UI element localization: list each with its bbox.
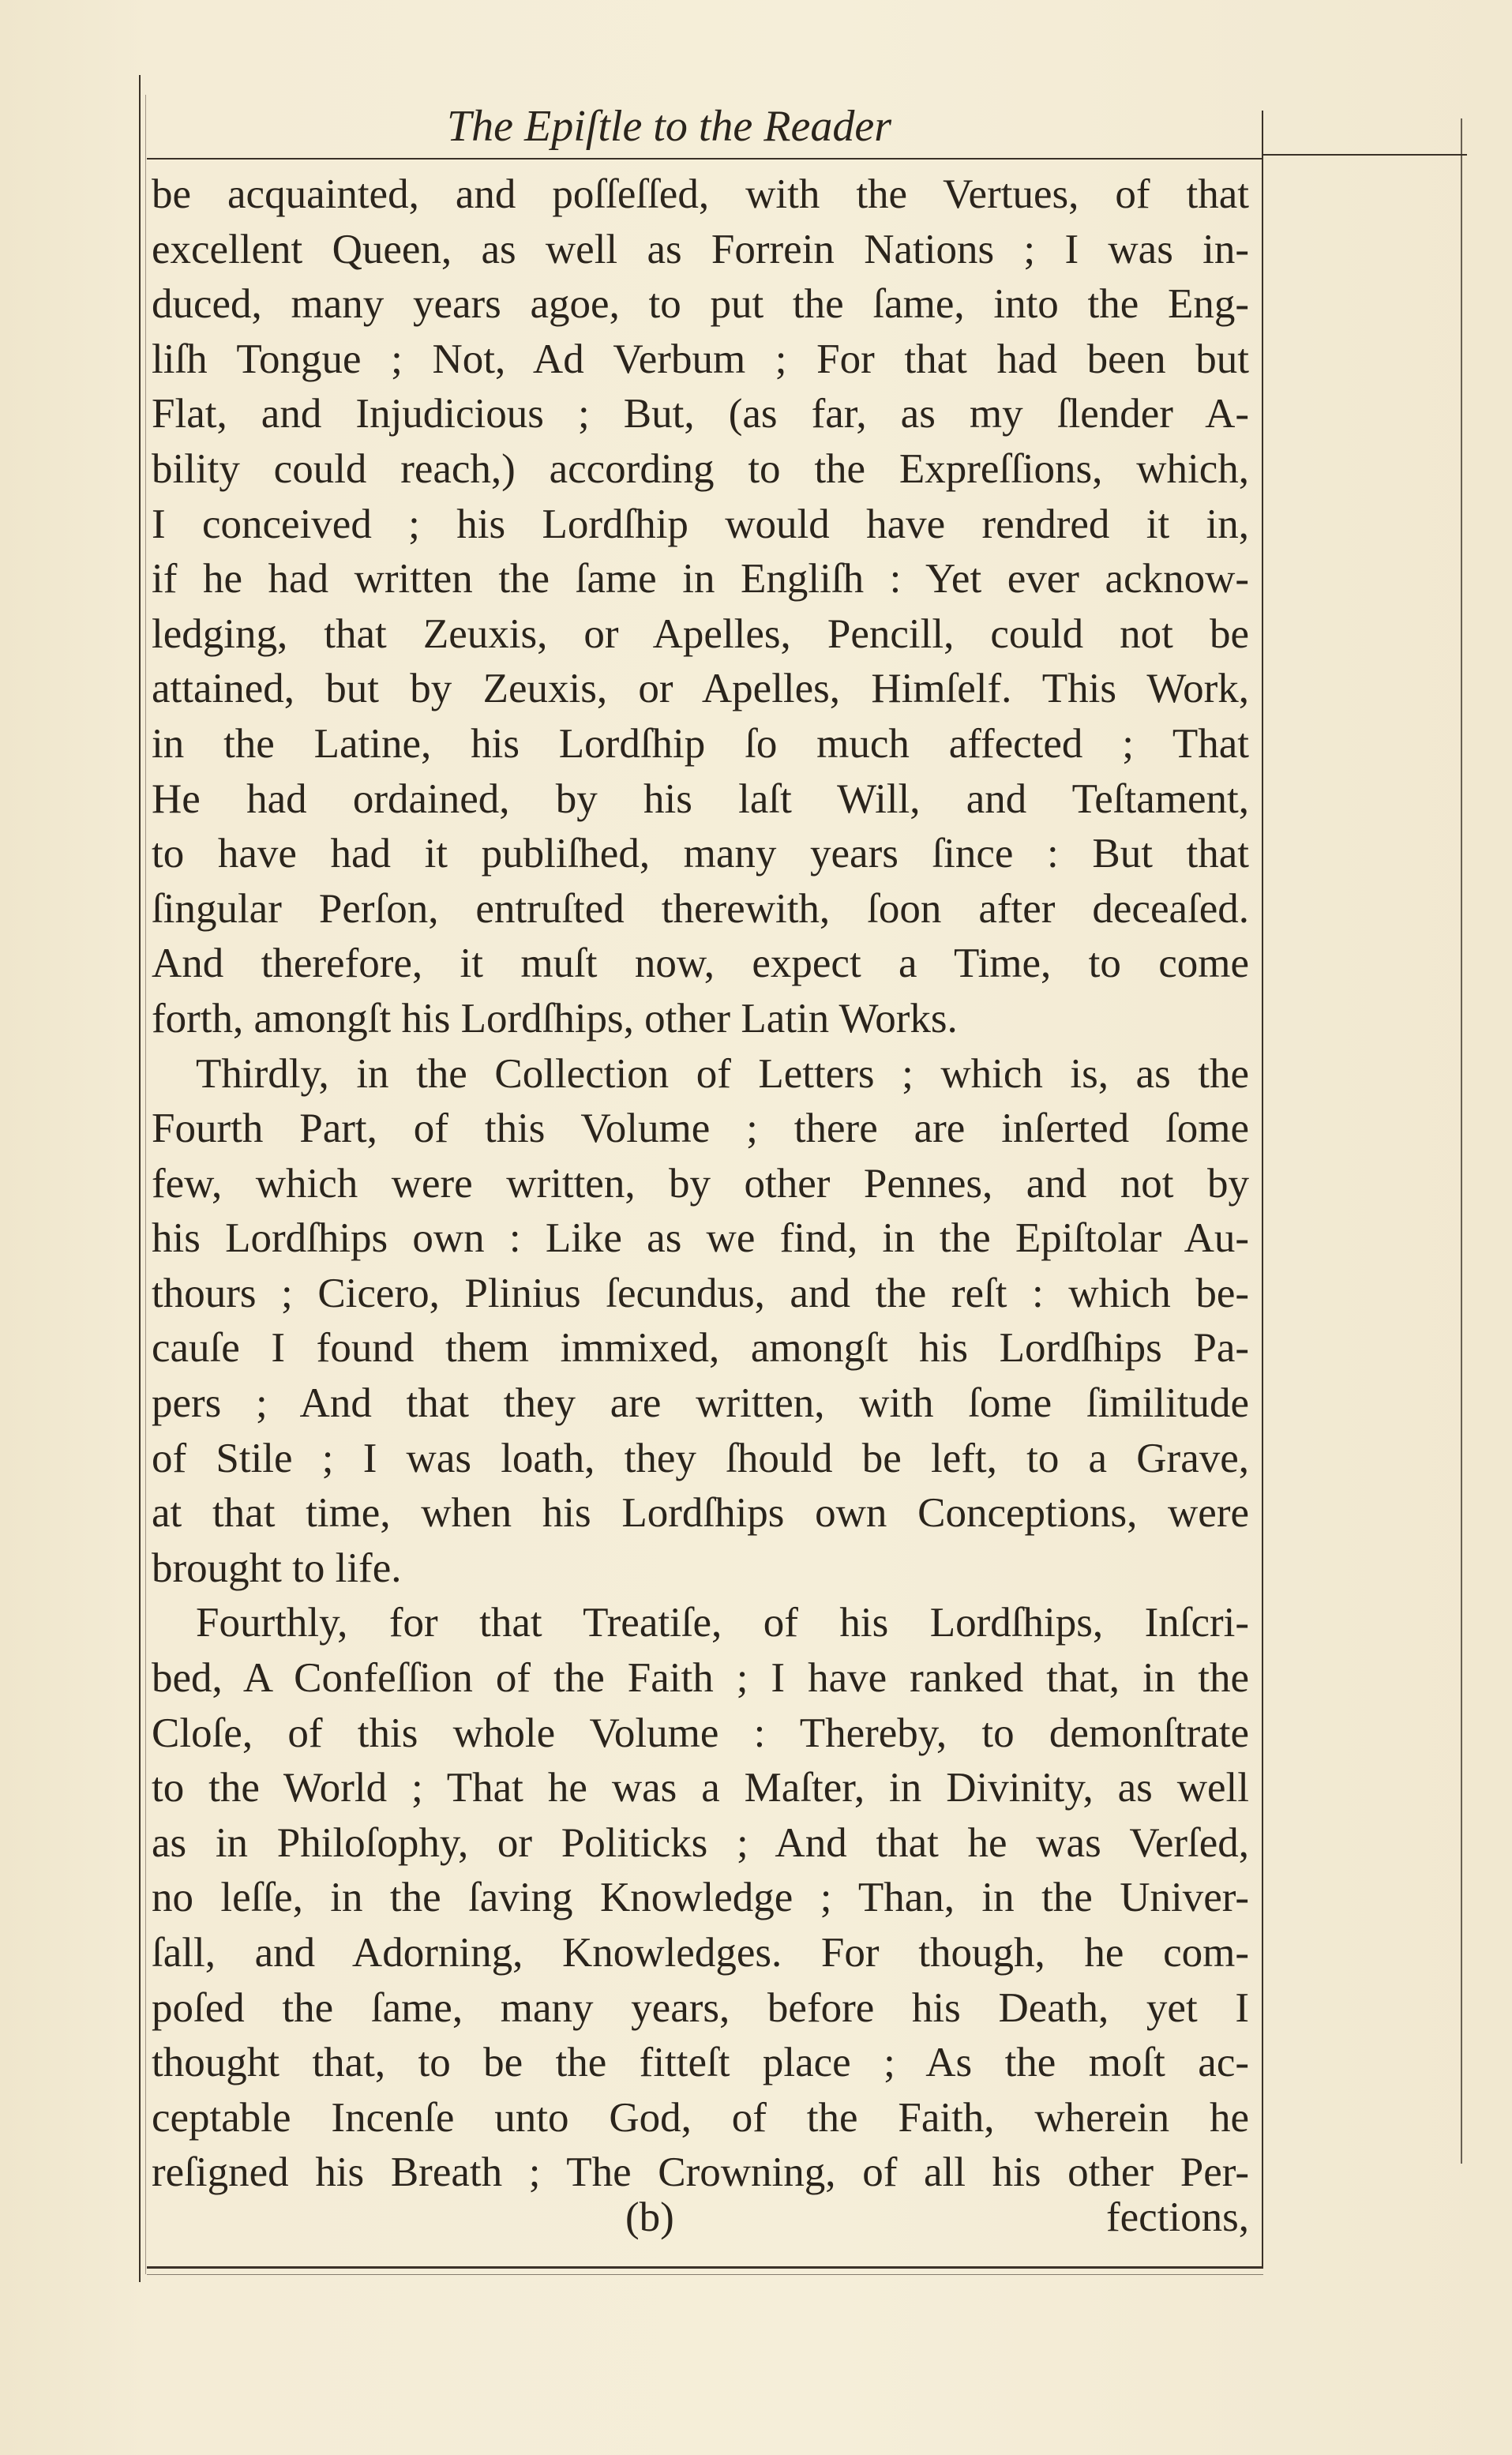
text-line: ledging, that Zeuxis, or Apelles, Pencill, could not be bbox=[152, 610, 1249, 657]
text-line: cauſe I found them immixed, amongſt his Lordſhips Pa- bbox=[152, 1325, 1249, 1372]
right-margin-rule bbox=[1262, 111, 1263, 2266]
text-line: to have had it publiſhed, many years ſince : But that bbox=[152, 831, 1249, 877]
text-line: as in Philoſophy, or Politicks ; And that he was Verſed, bbox=[152, 1819, 1249, 1866]
text-line: few, which were written, by other Pennes, and not by bbox=[152, 1160, 1249, 1207]
text-line: Fourth Part, of this Volume ; there are inſerted ſome bbox=[152, 1106, 1249, 1152]
header-rule bbox=[147, 158, 1262, 160]
signature-mark: (b) bbox=[625, 2194, 674, 2240]
right-margin-tick bbox=[1262, 154, 1467, 156]
text-line: poſed the ſame, many years, before his Death, yet I bbox=[152, 1984, 1249, 2031]
text-line: thought that, to be the fitteſt place ; As the moſt ac- bbox=[152, 2040, 1249, 2086]
text-line: bed, A Confeſſion of the Faith ; I have ranked that, in the bbox=[152, 1655, 1249, 1702]
text-line: Cloſe, of this whole Volume : Thereby, to demonſtrate bbox=[152, 1710, 1249, 1756]
text-line: of Stile ; I was loath, they ſhould be left, to a Grave, bbox=[152, 1435, 1249, 1481]
page-header bbox=[147, 96, 1262, 160]
left-margin-rule-inner bbox=[145, 95, 146, 2274]
text-line: I conceived ; his Lordſhip would have rendred it in, bbox=[152, 501, 1249, 547]
text-line: to the World ; That he was a Maſter, in Divinity, as well bbox=[152, 1765, 1249, 1811]
text-line: his Lordſhips own : Like as we find, in the Epiſtolar Au- bbox=[152, 1215, 1249, 1262]
text-line: be acquainted, and poſſeſſed, with the Vertues, of that bbox=[152, 171, 1249, 217]
text-line: duced, many years agoe, to put the ſame, into the Eng- bbox=[152, 281, 1249, 328]
bottom-rule bbox=[147, 2266, 1263, 2269]
text-line: liſh Tongue ; Not, Ad Verbum ; For that had been but bbox=[152, 336, 1249, 382]
far-right-rule bbox=[1461, 118, 1462, 2164]
text-line: He had ordained, by his laſt Will, and Teſtament, bbox=[152, 775, 1249, 822]
catchword: fections, bbox=[1105, 2194, 1249, 2240]
text-line: ceptable Incenſe unto God, of the Faith, wherein he bbox=[152, 2094, 1249, 2141]
text-line: brought to life. bbox=[152, 1545, 402, 1591]
running-title: The Epiſtle to the Reader bbox=[447, 102, 891, 151]
text-line: Flat, and Injudicious ; But, (as far, as my ſlender A- bbox=[152, 391, 1249, 437]
text-line: excellent Queen, as well as Forrein Nations ; I was in- bbox=[152, 226, 1249, 272]
text-line: Thirdly, in the Collection of Letters ; which is, as the bbox=[196, 1050, 1249, 1097]
text-line: reſigned his Breath ; The Crowning, of all his other Per- bbox=[152, 2149, 1249, 2196]
text-line: at that time, when his Lordſhips own Conceptions, were bbox=[152, 1490, 1249, 1537]
text-line: forth, amongſt his Lordſhips, other Latin Works. bbox=[152, 995, 958, 1042]
text-line: if he had written the ſame in Engliſh : Yet ever acknow- bbox=[152, 556, 1249, 602]
page-footer bbox=[152, 2194, 1249, 2249]
text-line: in the Latine, his Lordſhip ſo much affected ; That bbox=[152, 720, 1249, 767]
text-line: attained, but by Zeuxis, or Apelles, Himſelf. This Work, bbox=[152, 666, 1249, 712]
left-margin-rule bbox=[139, 75, 141, 2282]
body-text bbox=[152, 167, 1249, 2201]
text-line: thours ; Cicero, Plinius ſecundus, and the reſt : which be- bbox=[152, 1270, 1249, 1316]
bottom-rule-thin bbox=[147, 2274, 1263, 2275]
text-line: And therefore, it muſt now, expect a Time, to come bbox=[152, 940, 1249, 987]
text-line: Fourthly, for that Treatiſe, of his Lordſhips, Inſcri- bbox=[196, 1600, 1249, 1646]
text-line: pers ; And that they are written, with ſome ſimilitude bbox=[152, 1380, 1249, 1427]
text-line: bility could reach,) according to the Expreſſions, which, bbox=[152, 445, 1249, 492]
text-line: no leſſe, in the ſaving Knowledge ; Than, in the Univer- bbox=[152, 1875, 1249, 1921]
text-line: ſingular Perſon, entruſted therewith, ſoon after deceaſed. bbox=[152, 885, 1249, 932]
text-line: ſall, and Adorning, Knowledges. For though, he com- bbox=[152, 1930, 1249, 1976]
